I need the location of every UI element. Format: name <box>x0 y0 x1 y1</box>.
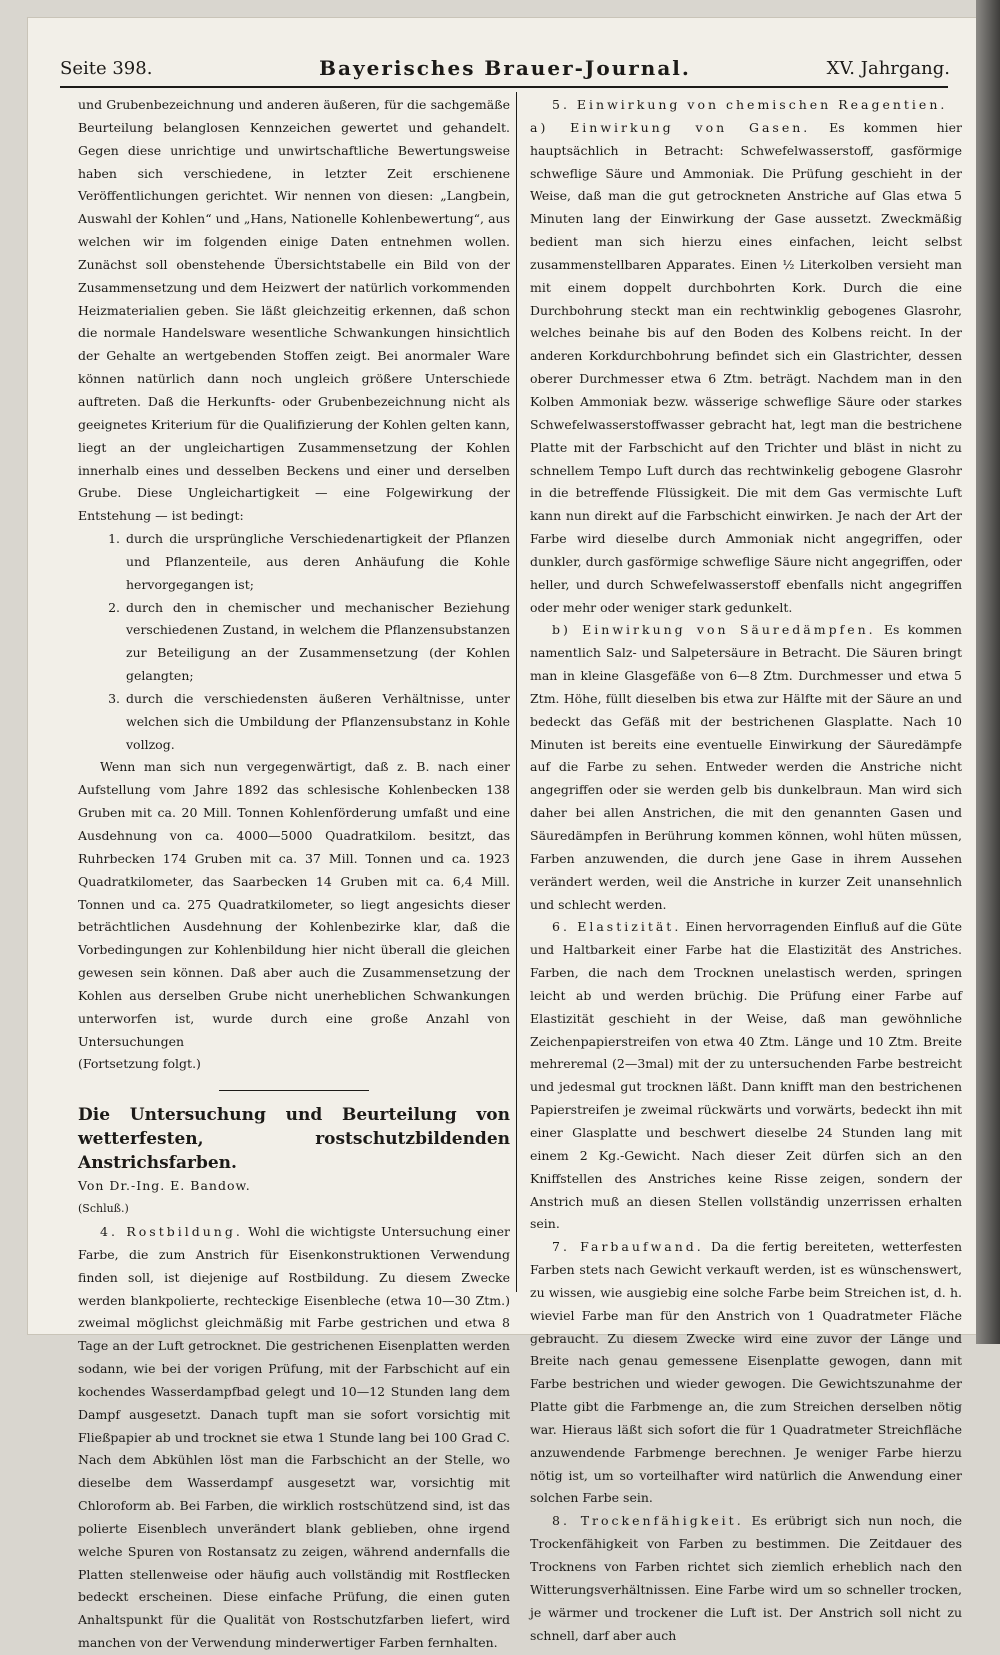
list-item-number: 3. <box>108 690 120 706</box>
column-divider <box>516 92 517 1292</box>
left-column <box>78 94 510 1655</box>
section-heading-reagentien <box>530 94 962 117</box>
section-text: Wohl die wichtigste Untersuchung einer Farbe, die zum Anstrich für Eisenkonstruktionen Verwendung finden soll, ist diejenige auf Rostbildung. Zu diesem Zwecke werden blankpolierte, rechteckige Eisenbleche (etwa 10—30 Ztm.) zweimal möglichst gleichmäßig mit Farbe gestrichen und etwa 8 Tage an der Luft getrocknet. Die gestrichenen Eisenplatten werden sodann, wie bei der vorigen Prüfung, mit der Farbschicht auf ein kochendes Wasserdampfbad gelegt und 10—12 Stunden lang dem Dampf ausgesetzt. Danach tupft man sie sofort vorsichtig mit Fließpapier ab und trocknet sie etwa 1 Stunde lang bei 100 Grad C. Nach dem Abkühlen löst man die Farbschicht an der Stelle, wo dieselbe dem Wasserdampf ausgesetzt war, vorsichtig mit Chloroform ab. Bei Farben, die wirklich rostschützend sind, ist das polierte Eisenblech unverändert blank geblieben, ohne irgend welche Spuren von Rostansatz zu zeigen, während andernfalls die Platten stellenweise oder häufig auch vollständig mit Rostflecken bedeckt erscheinen. Diese einfache Prüfung, die einen guten Anhaltspunkt für die Qualität von Rostschutzfarben liefert, wird manchen von der Verwendung minderwertiger Farben fernhalten. <box>78 1223 510 1651</box>
list-item <box>78 528 510 597</box>
list-item-text: durch die verschiedensten äußeren Verhältnisse, unter welchen sich die Umbildung der Pflanzensubstanz in Kohle vollzog. <box>126 690 510 752</box>
subsection-heading: a) Einwirkung von Gasen. <box>530 119 811 135</box>
section-elastizitaet <box>530 916 962 1236</box>
section-text: Es erübrigt sich nun noch, die Trockenfähigkeit von Farben zu bestimmen. Die Zeitdauer des Trocknens von Farben richtet sich ziemlich erheblich nach den Witterungsverhältnissen. Eine Farbe wird um so schneller trocken, je wärmer und trockener die Luft ist. Der Anstrich soll nicht zu schnell, darf aber auch <box>530 1513 962 1643</box>
book-binding-edge <box>976 0 1000 1344</box>
list-item-number: 2. <box>108 599 120 615</box>
journal-title: Bayerisches Brauer-Journal. <box>319 56 691 80</box>
section-rostbildung <box>78 1221 510 1655</box>
subsection-saeuredaempfe <box>530 619 962 916</box>
list-item <box>78 688 510 757</box>
article-author: Von Dr.-Ing. E. Bandow. <box>78 1178 251 1194</box>
body-paragraph: Wenn man sich nun vergegenwärtigt, daß z. B. nach einer Aufstellung vom Jahre 1892 das schlesische Kohlenbecken 138 Gruben mit ca. 20 Mill. Tonnen Kohlenförderung umfaßt und eine Ausdehnung von ca. 4000—5000 Quadratkilom. besitzt, das Ruhrbecken 174 Gruben mit ca. 37 Mill. Tonnen und ca. 1923 Quadratkilometer, das Saarbecken 14 Gruben mit ca. 6,4 Mill. Tonnen und ca. 275 Quadratkilometer, so liegt angesichts dieser beträchtlichen Ausdehnung der Kohlenbezirke klar, daß die Vorbedingungen zur Kohlenbildung hier nicht überall die gleichen gewesen sein können. Daß aber auch die Zusammensetzung der Kohlen aus derselben Grube nicht unerheblichen Schwankungen unterworfen ist, wurde durch eine große Anzahl von Untersuchungen <box>78 759 510 1049</box>
section-text: Da die fertig bereiteten, wetterfesten Farben stets nach Gewicht verkauft werden, ist es wünschenswert, zu wissen, wie ausgiebig eine solche Farbe beim Streichen ist, d. h. wieviel Farbe man für den Anstrich von 1 Quadratmeter Fläche gebraucht. Zu diesem Zwecke wird eine zuvor der Länge und Breite nach genau gemessene Eisenplatte gewogen, dann mit Farbe bestrichen und wieder gewogen. Die Gewichtszunahme der Platte gibt die Farbmenge an, die zum Streichen derselben nötig war. Hieraus läßt sich sofort die für 1 Quadratmeter Streichfläche anzuwendende Farbmenge berechnen. Je weniger Farbe hierzu nötig ist, um so vorteilhafter wird natürlich die Anwendung einer solchen Farbe sein. <box>530 1239 962 1506</box>
section-farbaufwand <box>530 1236 962 1510</box>
volume-year: XV. Jahrgang. <box>826 58 950 79</box>
subsection-heading: b) Einwirkung von Säuredämpfen. <box>552 622 876 638</box>
article-title: Die Untersuchung und Beurteilung von wetterfesten, rostschutzbildenden Anstrichsfarben. <box>78 1105 510 1174</box>
conclusion-note: (Schluß.) <box>78 1202 129 1216</box>
section-heading: 8. Trockenfähigkeit. <box>552 1513 744 1529</box>
page-header <box>60 54 950 84</box>
intro-paragraph: und Grubenbezeichnung und anderen äußeren, für die sachgemäße Beurteilung belanglosen Kennzeichen gewertet und gehandelt. Gegen diese unrichtige und unwirtschaftliche Bewertungsweise haben sich verschiedene, in letzter Zeit erschienene Veröffentlichungen gerichtet. Wir nennen von diesen: „Langbein, Auswahl der Kohlen“ und „Hans, Nationelle Kohlenbewertung“, aus welchen wir im folgenden einige Daten entnehmen wollen. Zunächst soll obenstehende Übersichtstabelle ein Bild von der Zusammensetzung und dem Heizwert der natürlich vorkommenden Heizmaterialien geben. Sie läßt gleichzeitig erkennen, daß schon die normale Handelsware wesentliche Schwankungen hinsichtlich der Gehalte an wertgebenden Stoffen zeigt. Bei anormaler Ware können natürlich dann noch ungleich größere Unterschiede auftreten. Daß die Herkunfts- oder Grubenbezeichnung nicht als geeignetes Kriterium für die Qualifizierung der Kohlen gelten kann, liegt an der ungleichartigen Zusammensetzung der Kohlen innerhalb eines und desselben Beckens und einer und derselben Grube. Diese Ungleichartigkeit — eine Folgewirkung der Entstehung — ist bedingt: <box>78 97 510 524</box>
section-heading: 7. Farbaufwand. <box>552 1239 704 1255</box>
section-heading: 6. Elastizität. <box>552 919 682 935</box>
list-item-text: durch die ursprüngliche Verschiedenartigkeit der Pflanzen und Pflanzenteile, aus deren Anhäufung die Kohle hervorgegangen ist; <box>126 531 510 592</box>
subsection-text: Es kommen namentlich Salz- und Salpetersäure in Betracht. Die Säuren bringt man in kleine Glasgefäße von 6—8 Ztm. Durchmesser und etwa 5 Ztm. Höhe, füllt dieselben bis etwa zur Hälfte mit der Säure an und bedeckt das Gefäß mit der bestrichenen Glasplatte. Nach 10 Minuten ist bereits eine eventuelle Einwirkung der Säuredämpfe auf die Farbe zu sehen. Entweder werden die Anstriche nicht angegriffen oder sie werden gelb bis dunkelbraun. Man wird sich daher bei allen Anstrichen, die mit den genannten Gasen und Säuredämpfen in Berührung kommen können, wohl hüten müssen, Farben anzuwenden, die durch jene Gase in ihrem Aussehen verändert werden, weil die Anstriche in kurzer Zeit unansehnlich und schlecht werden. <box>530 622 962 912</box>
article-separator <box>219 1090 369 1091</box>
section-heading: 4. Rostbildung. <box>100 1223 243 1239</box>
right-column <box>530 94 962 1647</box>
subsection-gase <box>530 117 962 620</box>
header-rule <box>60 86 948 88</box>
list-item <box>78 597 510 688</box>
section-trockenfaehigkeit <box>530 1510 962 1647</box>
subsection-text: Es kommen hier hauptsächlich in Betracht: Schwefelwasserstoff, gasförmige schweflige Säure und Ammoniak. Die Prüfung geschieht in der Weise, daß man die gut getrockneten Anstriche auf Glas etwa 5 Minuten lang der Einwirkung der Gase aussetzt. Zweckmäßig bedient man sich hierzu eines einfachen, leicht selbst zusammenstellbaren Apparates. Einen ½ Literkolben versieht man mit einem doppelt durchbohrten Kork. Durch die eine Durchbohrung steckt man ein rechtwinklig gebogenes Glasrohr, welches beinahe bis auf den Boden des Kolbens reicht. In der anderen Korkdurchbohrung befindet sich ein Glastrichter, dessen oberer Durchmesser etwa 6 Ztm. beträgt. Nachdem man in den Kolben Ammoniak bezw. wässerige schweflige Säure oder starkes Schwefelwasserstoffwasser gebracht hat, legt man die bestrichene Platte mit der Farbschicht auf den Trichter und bläst in nicht zu schnellem Tempo Luft durch das rechtwinkelig gebogene Glasrohr in die betreffende Flüssigkeit. Die mit dem Gas vermischte Luft kann nun direkt auf die Farbschicht einwirken. Je nach der Art der Farbe wird dieselbe durch Ammoniak nicht angegriffen, oder dunkler, durch gasförmige schweflige Säure nicht angegriffen, oder heller, und durch Schwefelwasserstoff ebenfalls nicht angegriffen oder mehr oder weniger stark gedunkelt. <box>530 119 962 615</box>
list-item-number: 1. <box>108 531 120 547</box>
section-heading: 5. Einwirkung von chemischen Reagentien. <box>552 97 948 112</box>
list-item-text: durch den in chemischer und mechanischer Beziehung verschiedenen Zustand, in welchem die Pflanzensubstanzen zur Beteiligung an der Zusammensetzung (der Kohlen gelangten; <box>126 599 510 684</box>
section-text: Einen hervorragenden Einfluß auf die Güte und Haltbarkeit einer Farbe hat die Elastizität des Anstriches. Farben, die nach dem Trocknen unelastisch werden, springen leicht ab und werden brüchig. Die Prüfung einer Farbe auf Elastizität geschieht in der Weise, daß man gewöhnliche Zeichenpapierstreifen von etwa 40 Ztm. Länge und 10 Ztm. Breite mehreremal (2—3mal) mit der zu untersuchenden Farbe bestreicht und jedesmal gut trocknen läßt. Dann knifft man den bestrichenen Papierstreifen je zweimal rückwärts und vorwärts, bedeckt ihn mit einer Glasplatte und beschwert dieselbe 24 Stunden lang mit einem 2 Kg.-Gewicht. Nach dieser Zeit dürfen sich an den Kniffstellen des Anstriches keine Risse zeigen, sondern der Anstrich muß an diesen Stellen vollständig unzerrissen erhalten sein. <box>530 919 962 1232</box>
continued-note: (Fortsetzung folgt.) <box>78 1056 201 1072</box>
cause-list <box>78 528 510 756</box>
page-number: Seite 398. <box>60 58 153 79</box>
